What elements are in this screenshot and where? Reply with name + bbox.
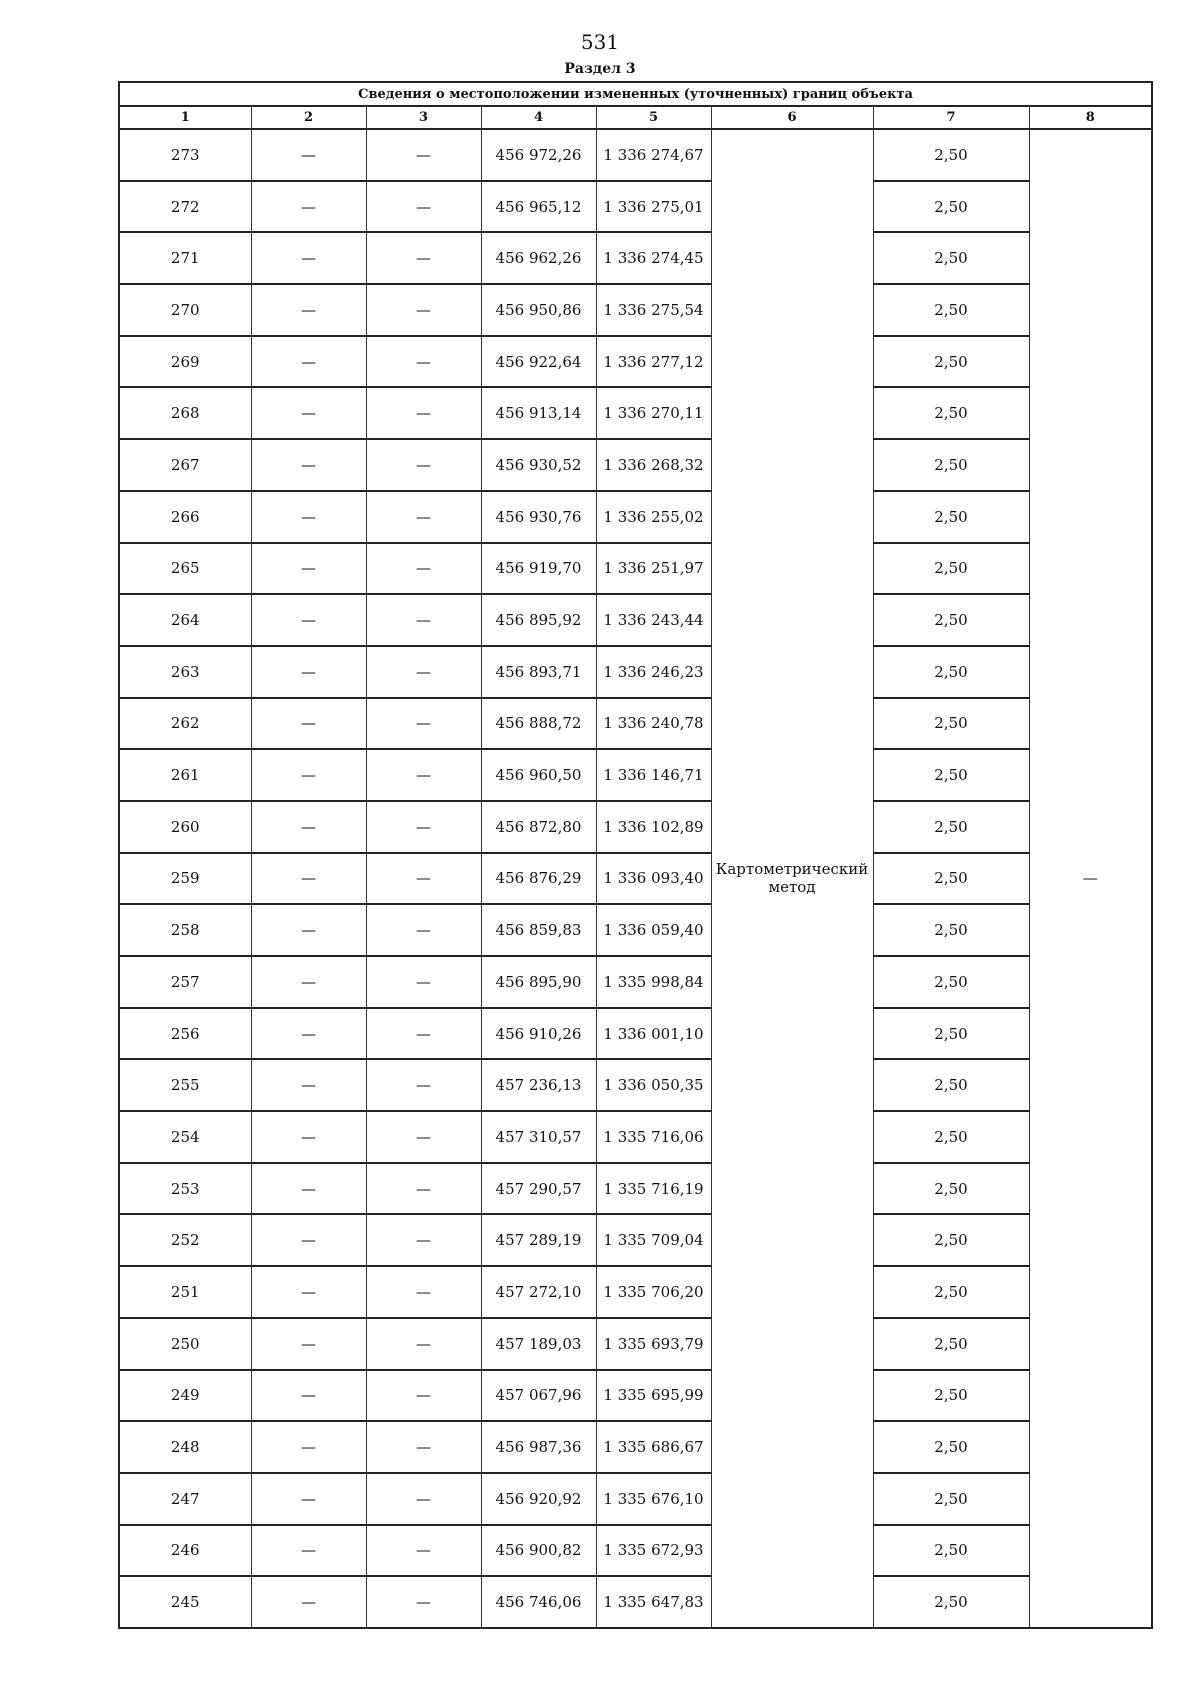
table-row	[119, 1370, 1152, 1422]
column-3-cell: —	[366, 1266, 481, 1318]
y-coordinate-cell: 1 336 093,40	[596, 853, 711, 905]
table-row	[119, 956, 1152, 1008]
column-3-cell: —	[366, 284, 481, 336]
table-row	[119, 543, 1152, 595]
section-title: Раздел 3	[564, 61, 636, 77]
y-coordinate-cell: 1 335 706,20	[596, 1266, 711, 1318]
precision-cell: 2,50	[873, 698, 1029, 750]
x-coordinate-cell: 456 930,76	[481, 491, 596, 543]
x-coordinate-cell: 456 962,26	[481, 232, 596, 284]
precision-cell: 2,50	[873, 1111, 1029, 1163]
column-2-cell: —	[251, 801, 366, 853]
point-number-cell: 259	[119, 853, 251, 905]
x-coordinate-cell: 457 289,19	[481, 1214, 596, 1266]
x-coordinate-cell: 457 067,96	[481, 1370, 596, 1422]
column-3-cell: —	[366, 1576, 481, 1628]
column-8-cell: —	[1029, 129, 1152, 1628]
table-caption: Сведения о местоположении измененных (уточненных) границ объекта	[119, 82, 1152, 106]
point-number-cell: 254	[119, 1111, 251, 1163]
point-number-cell: 269	[119, 336, 251, 388]
table-row	[119, 594, 1152, 646]
column-3-cell: —	[366, 853, 481, 905]
table-row	[119, 1525, 1152, 1577]
column-3-cell: —	[366, 1214, 481, 1266]
column-3-cell: —	[366, 1059, 481, 1111]
column-2-cell: —	[251, 594, 366, 646]
column-3-cell: —	[366, 439, 481, 491]
column-2-cell: —	[251, 232, 366, 284]
precision-cell: 2,50	[873, 801, 1029, 853]
y-coordinate-cell: 1 336 246,23	[596, 646, 711, 698]
point-number-cell: 272	[119, 181, 251, 233]
table-row	[119, 491, 1152, 543]
y-coordinate-cell: 1 335 716,06	[596, 1111, 711, 1163]
point-number-cell: 256	[119, 1008, 251, 1060]
table-row	[119, 1576, 1152, 1628]
x-coordinate-cell: 457 310,57	[481, 1111, 596, 1163]
column-3-cell: —	[366, 1525, 481, 1577]
x-coordinate-cell: 456 895,92	[481, 594, 596, 646]
y-coordinate-cell: 1 335 672,93	[596, 1525, 711, 1577]
table-row	[119, 801, 1152, 853]
point-number-cell: 268	[119, 387, 251, 439]
column-2-cell: —	[251, 1008, 366, 1060]
table-row	[119, 181, 1152, 233]
precision-cell: 2,50	[873, 336, 1029, 388]
x-coordinate-cell: 457 236,13	[481, 1059, 596, 1111]
precision-cell: 2,50	[873, 181, 1029, 233]
table-row	[119, 646, 1152, 698]
column-3-cell: —	[366, 1473, 481, 1525]
column-3-cell: —	[366, 749, 481, 801]
precision-cell: 2,50	[873, 491, 1029, 543]
column-2-cell: —	[251, 491, 366, 543]
point-number-cell: 247	[119, 1473, 251, 1525]
x-coordinate-cell: 456 972,26	[481, 129, 596, 181]
x-coordinate-cell: 456 876,29	[481, 853, 596, 905]
precision-cell: 2,50	[873, 1059, 1029, 1111]
x-coordinate-cell: 456 922,64	[481, 336, 596, 388]
y-coordinate-cell: 1 336 274,67	[596, 129, 711, 181]
y-coordinate-cell: 1 336 102,89	[596, 801, 711, 853]
precision-cell: 2,50	[873, 439, 1029, 491]
column-2-cell: —	[251, 387, 366, 439]
column-number-1: 1	[119, 106, 251, 129]
point-number-cell: 266	[119, 491, 251, 543]
y-coordinate-cell: 1 335 676,10	[596, 1473, 711, 1525]
x-coordinate-cell: 456 888,72	[481, 698, 596, 750]
precision-cell: 2,50	[873, 1370, 1029, 1422]
x-coordinate-cell: 456 895,90	[481, 956, 596, 1008]
y-coordinate-cell: 1 335 709,04	[596, 1214, 711, 1266]
column-2-cell: —	[251, 1214, 366, 1266]
point-number-cell: 265	[119, 543, 251, 595]
precision-cell: 2,50	[873, 1008, 1029, 1060]
column-3-cell: —	[366, 491, 481, 543]
column-3-cell: —	[366, 1318, 481, 1370]
table-row	[119, 698, 1152, 750]
precision-cell: 2,50	[873, 749, 1029, 801]
column-2-cell: —	[251, 698, 366, 750]
column-2-cell: —	[251, 956, 366, 1008]
column-2-cell: —	[251, 1576, 366, 1628]
point-number-cell: 261	[119, 749, 251, 801]
y-coordinate-cell: 1 336 050,35	[596, 1059, 711, 1111]
column-3-cell: —	[366, 1163, 481, 1215]
column-2-cell: —	[251, 336, 366, 388]
point-number-cell: 263	[119, 646, 251, 698]
y-coordinate-cell: 1 336 240,78	[596, 698, 711, 750]
table-row	[119, 129, 1152, 181]
column-3-cell: —	[366, 956, 481, 1008]
column-3-cell: —	[366, 1008, 481, 1060]
y-coordinate-cell: 1 336 059,40	[596, 904, 711, 956]
column-number-8: 8	[1029, 106, 1152, 129]
precision-cell: 2,50	[873, 1525, 1029, 1577]
x-coordinate-cell: 456 913,14	[481, 387, 596, 439]
x-coordinate-cell: 456 920,92	[481, 1473, 596, 1525]
point-number-cell: 252	[119, 1214, 251, 1266]
table-row	[119, 1111, 1152, 1163]
x-coordinate-cell: 456 960,50	[481, 749, 596, 801]
precision-cell: 2,50	[873, 904, 1029, 956]
y-coordinate-cell: 1 336 146,71	[596, 749, 711, 801]
column-3-cell: —	[366, 232, 481, 284]
column-2-cell: —	[251, 129, 366, 181]
precision-cell: 2,50	[873, 1421, 1029, 1473]
column-2-cell: —	[251, 749, 366, 801]
precision-cell: 2,50	[873, 1318, 1029, 1370]
page-number: 531	[580, 30, 620, 54]
column-2-cell: —	[251, 646, 366, 698]
column-2-cell: —	[251, 1370, 366, 1422]
table-body	[119, 129, 1152, 1628]
point-number-cell: 258	[119, 904, 251, 956]
column-3-cell: —	[366, 904, 481, 956]
table-row	[119, 336, 1152, 388]
table-row	[119, 1318, 1152, 1370]
column-2-cell: —	[251, 1111, 366, 1163]
x-coordinate-cell: 456 930,52	[481, 439, 596, 491]
precision-cell: 2,50	[873, 594, 1029, 646]
column-3-cell: —	[366, 646, 481, 698]
column-3-cell: —	[366, 181, 481, 233]
table-row	[119, 387, 1152, 439]
x-coordinate-cell: 456 900,82	[481, 1525, 596, 1577]
column-3-cell: —	[366, 594, 481, 646]
y-coordinate-cell: 1 336 243,44	[596, 594, 711, 646]
point-number-cell: 257	[119, 956, 251, 1008]
table-row	[119, 232, 1152, 284]
x-coordinate-cell: 457 189,03	[481, 1318, 596, 1370]
x-coordinate-cell: 456 746,06	[481, 1576, 596, 1628]
column-3-cell: —	[366, 698, 481, 750]
column-2-cell: —	[251, 1266, 366, 1318]
column-number-7: 7	[873, 106, 1029, 129]
y-coordinate-cell: 1 335 693,79	[596, 1318, 711, 1370]
column-3-cell: —	[366, 1111, 481, 1163]
column-number-4: 4	[481, 106, 596, 129]
column-2-cell: —	[251, 1525, 366, 1577]
column-3-cell: —	[366, 129, 481, 181]
precision-cell: 2,50	[873, 232, 1029, 284]
column-3-cell: —	[366, 801, 481, 853]
point-number-cell: 248	[119, 1421, 251, 1473]
table-row	[119, 1266, 1152, 1318]
table-row	[119, 439, 1152, 491]
y-coordinate-cell: 1 335 998,84	[596, 956, 711, 1008]
column-2-cell: —	[251, 1318, 366, 1370]
y-coordinate-cell: 1 335 647,83	[596, 1576, 711, 1628]
point-number-cell: 264	[119, 594, 251, 646]
point-number-cell: 260	[119, 801, 251, 853]
column-3-cell: —	[366, 1421, 481, 1473]
table-row	[119, 749, 1152, 801]
column-3-cell: —	[366, 1370, 481, 1422]
column-3-cell: —	[366, 387, 481, 439]
point-number-cell: 273	[119, 129, 251, 181]
point-number-cell: 250	[119, 1318, 251, 1370]
coordinates-table	[118, 81, 1153, 1629]
point-number-cell: 271	[119, 232, 251, 284]
column-2-cell: —	[251, 1473, 366, 1525]
precision-cell: 2,50	[873, 853, 1029, 905]
column-number-2: 2	[251, 106, 366, 129]
y-coordinate-cell: 1 336 274,45	[596, 232, 711, 284]
point-number-cell: 267	[119, 439, 251, 491]
x-coordinate-cell: 456 919,70	[481, 543, 596, 595]
y-coordinate-cell: 1 336 275,01	[596, 181, 711, 233]
table-row	[119, 1008, 1152, 1060]
precision-cell: 2,50	[873, 1266, 1029, 1318]
y-coordinate-cell: 1 336 270,11	[596, 387, 711, 439]
column-number-row	[119, 106, 1152, 129]
x-coordinate-cell: 456 872,80	[481, 801, 596, 853]
column-2-cell: —	[251, 284, 366, 336]
x-coordinate-cell: 457 272,10	[481, 1266, 596, 1318]
table-row	[119, 1421, 1152, 1473]
column-number-5: 5	[596, 106, 711, 129]
point-number-cell: 255	[119, 1059, 251, 1111]
column-2-cell: —	[251, 439, 366, 491]
x-coordinate-cell: 456 987,36	[481, 1421, 596, 1473]
x-coordinate-cell: 457 290,57	[481, 1163, 596, 1215]
precision-cell: 2,50	[873, 284, 1029, 336]
y-coordinate-cell: 1 335 716,19	[596, 1163, 711, 1215]
point-number-cell: 270	[119, 284, 251, 336]
point-number-cell: 246	[119, 1525, 251, 1577]
precision-cell: 2,50	[873, 387, 1029, 439]
x-coordinate-cell: 456 965,12	[481, 181, 596, 233]
y-coordinate-cell: 1 336 268,32	[596, 439, 711, 491]
column-2-cell: —	[251, 1163, 366, 1215]
table-row	[119, 1214, 1152, 1266]
point-number-cell: 251	[119, 1266, 251, 1318]
column-2-cell: —	[251, 904, 366, 956]
precision-cell: 2,50	[873, 1163, 1029, 1215]
point-number-cell: 245	[119, 1576, 251, 1628]
precision-cell: 2,50	[873, 646, 1029, 698]
x-coordinate-cell: 456 910,26	[481, 1008, 596, 1060]
y-coordinate-cell: 1 336 251,97	[596, 543, 711, 595]
table-row	[119, 904, 1152, 956]
x-coordinate-cell: 456 950,86	[481, 284, 596, 336]
column-2-cell: —	[251, 1421, 366, 1473]
column-3-cell: —	[366, 336, 481, 388]
x-coordinate-cell: 456 859,83	[481, 904, 596, 956]
precision-cell: 2,50	[873, 1473, 1029, 1525]
column-2-cell: —	[251, 543, 366, 595]
point-number-cell: 262	[119, 698, 251, 750]
y-coordinate-cell: 1 336 275,54	[596, 284, 711, 336]
point-number-cell: 249	[119, 1370, 251, 1422]
y-coordinate-cell: 1 336 255,02	[596, 491, 711, 543]
table-row	[119, 1473, 1152, 1525]
y-coordinate-cell: 1 335 686,67	[596, 1421, 711, 1473]
y-coordinate-cell: 1 336 277,12	[596, 336, 711, 388]
column-2-cell: —	[251, 853, 366, 905]
table-row	[119, 284, 1152, 336]
precision-cell: 2,50	[873, 1214, 1029, 1266]
precision-cell: 2,50	[873, 1576, 1029, 1628]
column-3-cell: —	[366, 543, 481, 595]
precision-cell: 2,50	[873, 129, 1029, 181]
column-2-cell: —	[251, 1059, 366, 1111]
column-2-cell: —	[251, 181, 366, 233]
x-coordinate-cell: 456 893,71	[481, 646, 596, 698]
precision-cell: 2,50	[873, 543, 1029, 595]
column-number-6: 6	[711, 106, 873, 129]
table-row	[119, 1163, 1152, 1215]
point-number-cell: 253	[119, 1163, 251, 1215]
column-number-3: 3	[366, 106, 481, 129]
y-coordinate-cell: 1 335 695,99	[596, 1370, 711, 1422]
table-row	[119, 1059, 1152, 1111]
precision-cell: 2,50	[873, 956, 1029, 1008]
method-cell: Картометрический метод	[711, 129, 873, 1628]
y-coordinate-cell: 1 336 001,10	[596, 1008, 711, 1060]
table-row	[119, 853, 1152, 905]
